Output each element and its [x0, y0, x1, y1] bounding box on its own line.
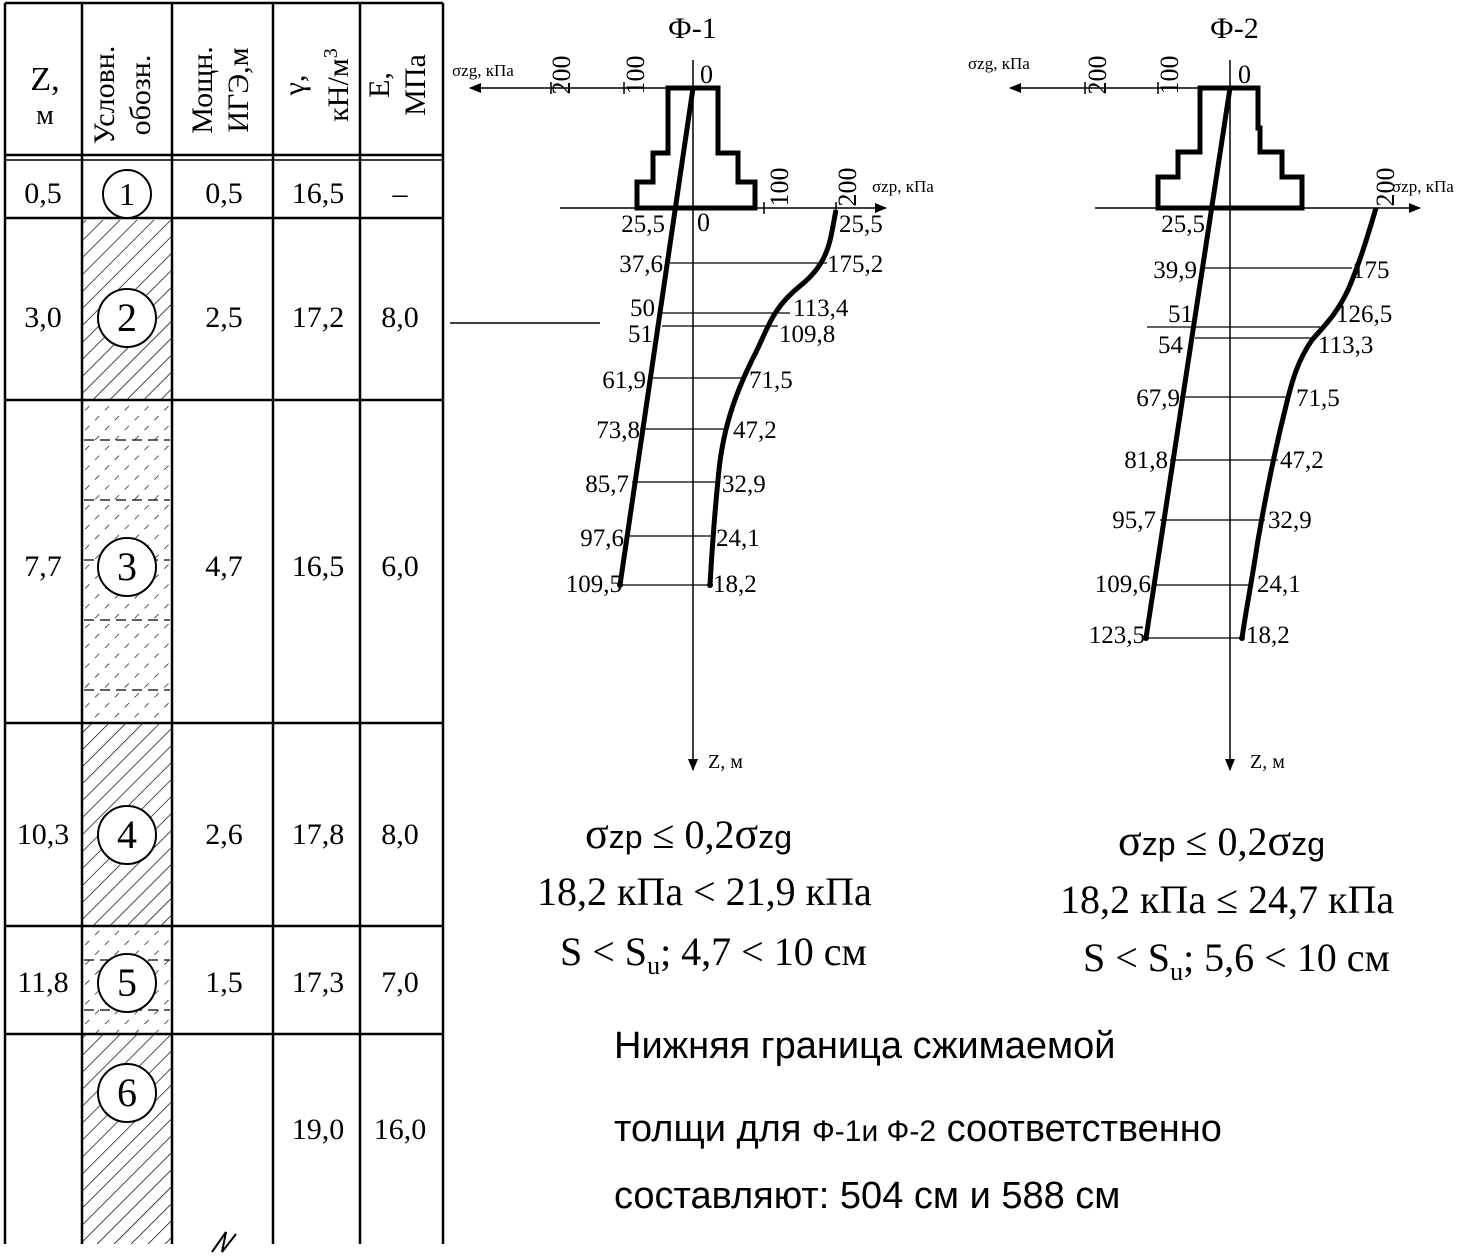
- layer-number-3: 3: [117, 544, 137, 589]
- szp-value-f1-9: 18,2: [713, 571, 757, 598]
- condition-f2-sigma1: σ: [1118, 816, 1142, 865]
- szg-value-f1-5: 61,9: [602, 367, 646, 394]
- conclusion-line1: Нижняя граница сжимаемой: [614, 1025, 1116, 1067]
- z-axis-label-f2: Z, м: [1250, 751, 1285, 773]
- condition-f2-zp: zp: [1141, 826, 1176, 862]
- values-f2: 18,2 кПа ≤ 24,7 кПа: [1060, 877, 1395, 922]
- layer-number-6: 6: [117, 1070, 137, 1115]
- layer-number-4: 4: [117, 812, 137, 857]
- szp-value-f2-9: 18,2: [1246, 622, 1290, 649]
- szp-tick-f1-0: 0: [697, 208, 710, 237]
- condition-f2-le: ≤ 0,2: [1185, 819, 1268, 864]
- cell-z-row-3: 7,7: [24, 550, 62, 583]
- szp-tick-f1-2: 200: [833, 167, 862, 207]
- szp-value-f1-6: 47,2: [733, 417, 777, 444]
- szp-tick-f1-1: 100: [765, 167, 794, 207]
- diagram-f1: [470, 60, 886, 773]
- condition-f2-sigma2: σ: [1267, 816, 1292, 865]
- szg-tick-f1-1: 100: [621, 55, 650, 95]
- szg-axis-label-f1: σzg, кПа: [452, 61, 514, 80]
- szp-value-f2-4: 113,3: [1318, 332, 1374, 359]
- szp-value-f1-8: 24,1: [716, 525, 760, 552]
- cell-gamma-row-2: 17,2: [291, 301, 345, 334]
- szp-value-f2-5: 71,5: [1296, 385, 1340, 412]
- szp-axis-label-f2: σzp, кПа: [1392, 177, 1454, 196]
- settlement-f1-value: ; 4,7 < 10 см: [660, 929, 867, 974]
- diagram-f2: [1010, 60, 1420, 773]
- settlement-f1-s: S < S: [560, 929, 648, 974]
- szg-value-f1-2: 37,6: [619, 251, 663, 278]
- cell-gamma-row-3: 16,5: [291, 550, 345, 583]
- cell-gamma-row-1: 16,5: [291, 177, 345, 210]
- header-e-line1: Е,: [363, 72, 396, 98]
- szg-tick-f1-2: 0: [700, 60, 713, 89]
- header-gamma-exp: 3: [320, 48, 342, 59]
- szg-axis-label-f2: σzg, кПа: [968, 54, 1030, 73]
- cell-e-row-5: 7,0: [381, 966, 419, 999]
- header-e: [362, 10, 442, 160]
- szg-value-f2-7: 95,7: [1112, 507, 1156, 534]
- layer-number-1: 1: [119, 176, 135, 212]
- szg-tick-f2-0: 200: [1083, 55, 1112, 95]
- settlement-f2-value: ; 5,6 < 10 см: [1183, 935, 1390, 980]
- cell-thickness-row-4: 2,6: [205, 818, 243, 851]
- szg-value-f2-3: 51: [1168, 301, 1193, 328]
- cell-thickness-row-1: 0,5: [205, 177, 243, 210]
- szg-value-f2-2: 39,9: [1153, 257, 1197, 284]
- szg-tick-f2-2: 0: [1238, 60, 1251, 89]
- header-z-line2: м: [36, 100, 54, 131]
- break-mark: [212, 1232, 236, 1252]
- cell-gamma-row-4: 17,8: [291, 818, 345, 851]
- conclusion-line2-c: соответственно: [936, 1108, 1222, 1150]
- header-thickness-line2: ИГЭ,м: [222, 47, 255, 133]
- header-gamma-line1: γ,: [278, 74, 311, 96]
- layer-number-5: 5: [117, 960, 137, 1005]
- condition-f1-zg: zg: [758, 819, 792, 855]
- z-axis-label-f1: Z, м: [708, 751, 743, 773]
- szg-value-f1-9: 109,5: [565, 571, 622, 598]
- settlement-f2-s: S < S: [1083, 935, 1171, 980]
- settlement-f1-sub: u: [647, 951, 661, 980]
- cell-e-row-6: 16,0: [373, 1113, 427, 1146]
- szp-value-f2-6: 47,2: [1280, 447, 1324, 474]
- cell-thickness-row-3: 4,7: [205, 550, 243, 583]
- szg-tick-f1-0: 200: [547, 55, 576, 95]
- szp-value-f1-2: 175,2: [827, 251, 884, 278]
- cell-thickness-row-2: 2,5: [205, 301, 243, 334]
- cell-e-row-3: 6,0: [381, 550, 419, 583]
- szg-value-f2-1: 25,5: [1161, 211, 1205, 238]
- szp-value-f1-5: 71,5: [749, 367, 793, 394]
- szp-value-f2-3: 126,5: [1336, 301, 1393, 328]
- header-gamma-line2: [313, 10, 357, 160]
- szp-value-f2-7: 32,9: [1268, 507, 1312, 534]
- settlement-f2-sub: u: [1170, 957, 1184, 986]
- header-symbol-line1: Условн.: [88, 45, 121, 145]
- condition-f2-zg: zg: [1291, 826, 1325, 862]
- szg-tick-f2-1: 100: [1155, 55, 1184, 95]
- diagram-title-f1: Ф-1: [668, 12, 717, 45]
- conclusion-line2-b: Ф-1и Ф-2: [811, 1115, 937, 1148]
- conclusion-line2-a: толщи для: [614, 1108, 812, 1150]
- szp-value-f1-3: 113,4: [793, 295, 849, 322]
- diagram-title-f2: Ф-2: [1210, 12, 1259, 45]
- header-thickness: [185, 15, 265, 165]
- condition-f1-sigma2: σ: [734, 809, 759, 858]
- values-f1: 18,2 кПа < 21,9 кПа: [537, 869, 872, 914]
- condition-f1-le: ≤ 0,2: [652, 812, 735, 857]
- cell-gamma-row-5: 17,3: [291, 966, 345, 999]
- szp-value-f1-4: 109,8: [779, 321, 836, 348]
- header-gamma-unit: кН/м: [322, 58, 355, 122]
- szg-value-f2-6: 81,8: [1124, 447, 1168, 474]
- settlement-f2: [1083, 934, 1390, 987]
- header-thickness-line1: Мощн.: [186, 46, 219, 134]
- condition-f1-sigma1: σ: [585, 809, 609, 858]
- szp-axis-label-f1: σzp, кПа: [872, 177, 934, 196]
- header-symbol: [87, 20, 167, 170]
- header-z-line1: Z,: [30, 61, 60, 98]
- condition-f1-zp: zp: [608, 819, 643, 855]
- szg-value-f1-8: 97,6: [580, 525, 624, 552]
- szg-value-f2-8: 109,6: [1094, 571, 1151, 598]
- layer-number-2: 2: [117, 295, 137, 340]
- szg-value-f2-4: 54: [1158, 332, 1183, 359]
- szg-value-f1-7: 85,7: [585, 471, 629, 498]
- szp-tick-f2-0: 200: [1371, 167, 1400, 207]
- conclusion-line2: [614, 1108, 1222, 1151]
- szg-value-f1-1: 25,5: [621, 211, 665, 238]
- conclusion-line3: составляют: 504 см и 588 см: [614, 1175, 1121, 1217]
- condition-f2: [1118, 815, 1325, 866]
- condition-f1: [585, 808, 792, 859]
- foundation-f1-outline: [637, 88, 755, 208]
- cell-z-row-1: 0,5: [24, 177, 62, 210]
- cell-z-row-2: 3,0: [24, 301, 62, 334]
- szp-value-f2-2: 175: [1352, 257, 1390, 284]
- szg-curve-f2: [1146, 88, 1230, 638]
- szg-value-f2-9: 123,5: [1088, 622, 1145, 649]
- szp-value-f1-7: 32,9: [722, 471, 766, 498]
- szg-value-f1-4: 51: [628, 321, 653, 348]
- cell-e-row-2: 8,0: [381, 301, 419, 334]
- szg-value-f1-3: 50: [630, 295, 655, 322]
- header-e-line2: МПа: [399, 54, 432, 116]
- cell-z-row-5: 11,8: [17, 966, 69, 999]
- cell-thickness-row-5: 1,5: [205, 966, 243, 999]
- cell-z-row-4: 10,3: [16, 818, 70, 851]
- cell-e-row-4: 8,0: [381, 818, 419, 851]
- header-gamma: [277, 10, 357, 160]
- settlement-f1: [560, 928, 867, 981]
- szg-value-f2-5: 67,9: [1136, 385, 1180, 412]
- cell-e-row-1: –: [392, 177, 408, 210]
- szp-value-f1-1: 25,5: [839, 211, 883, 238]
- header-symbol-line2: обозн.: [124, 54, 157, 136]
- szp-value-f2-8: 24,1: [1257, 571, 1301, 598]
- cell-gamma-row-6: 19,0: [291, 1113, 345, 1146]
- szg-value-f1-6: 73,8: [596, 417, 640, 444]
